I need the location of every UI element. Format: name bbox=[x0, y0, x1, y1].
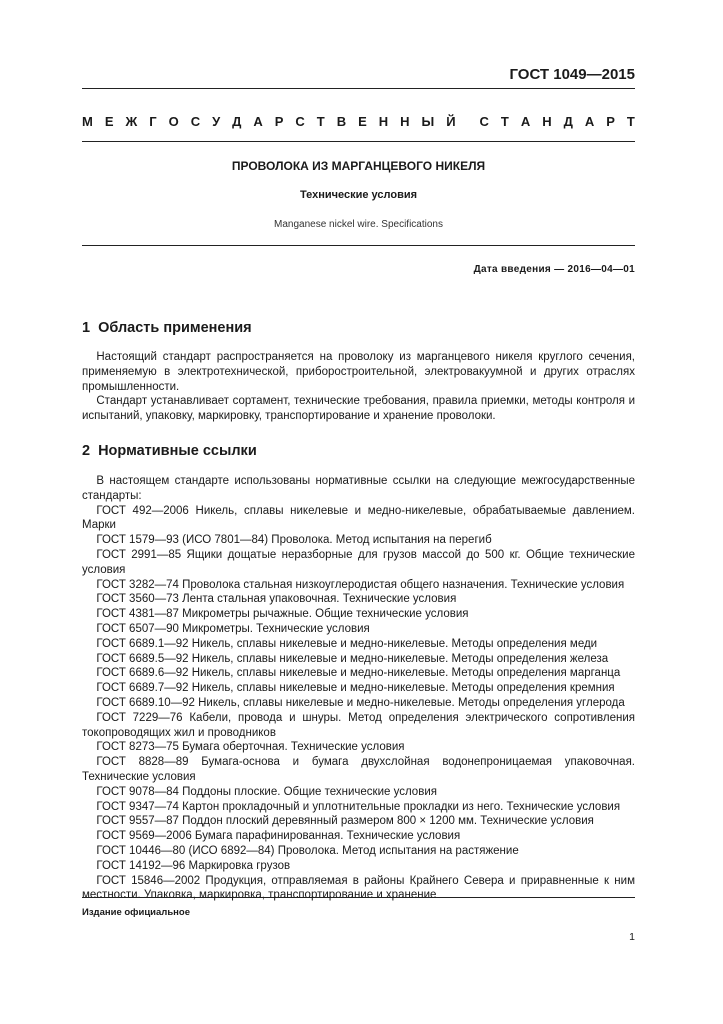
section-number: 2 bbox=[82, 443, 91, 459]
reference-item: ГОСТ 6689.1—92 Никель, сплавы никелевые и медно-никелевые. Методы определения меди bbox=[96, 637, 598, 650]
reference-item: ГОСТ 9569—2006 Бумага парафинированная. Технические условия bbox=[96, 830, 461, 843]
banner-letter: У bbox=[212, 114, 221, 129]
divider-line bbox=[82, 88, 635, 89]
banner-letter: Д bbox=[563, 114, 573, 129]
reference-item: ГОСТ 2991—85 Ящики дощатые неразборные для грузов массой до 500 кг. Общие технические условия bbox=[82, 548, 635, 576]
page-number: 1 bbox=[629, 931, 635, 943]
section-title: Нормативные ссылки bbox=[98, 443, 257, 459]
section-heading-scope bbox=[82, 320, 252, 336]
reference-item: ГОСТ 4381—87 Микрометры рычажные. Общие технические условия bbox=[96, 608, 469, 621]
banner-letter: Г bbox=[149, 114, 157, 129]
banner-letter: С bbox=[295, 114, 305, 129]
banner-letter: Ы bbox=[421, 114, 435, 129]
divider-line bbox=[82, 141, 635, 142]
banner-letter: Д bbox=[232, 114, 242, 129]
reference-item: ГОСТ 8273—75 Бумага оберточная. Технические условия bbox=[96, 741, 405, 754]
banner-letter: Н bbox=[378, 114, 389, 129]
banner-letter: Р bbox=[606, 114, 615, 129]
reference-item: ГОСТ 3560—73 Лента стальная упаковочная. Технические условия bbox=[96, 593, 457, 606]
reference-item: ГОСТ 9347—74 Картон прокладочный и уплотнительные прокладки из него. Технические условия bbox=[96, 800, 621, 813]
paragraph: Стандарт устанавливает сортамент, технические требования, правила приемки, методы контроля и испытаний, упаковку, маркировку, транспортирование и хранение проволоки. bbox=[82, 395, 635, 423]
banner-letter: Т bbox=[626, 114, 635, 129]
banner-letter: В bbox=[336, 114, 347, 129]
banner-letter: Й bbox=[446, 114, 456, 129]
banner-letter: Н bbox=[400, 114, 410, 129]
reference-item: ГОСТ 14192—96 Маркировка грузов bbox=[96, 859, 291, 872]
document-subtitle: Технические условия bbox=[299, 189, 418, 201]
effective-date: Дата введения — 2016—04—01 bbox=[473, 264, 635, 275]
reference-item: ГОСТ 10446—80 (ИСО 6892—84) Проволока. Метод испытания на растяжение bbox=[96, 844, 519, 857]
banner-letter: Р bbox=[274, 114, 284, 129]
banner-letter: Т bbox=[316, 114, 325, 129]
official-edition-label: Издание официальное bbox=[82, 907, 190, 918]
reference-item: ГОСТ 6689.5—92 Никель, сплавы никелевые и медно-никелевые. Методы определения железа bbox=[96, 652, 609, 665]
reference-item: ГОСТ 492—2006 Никель, сплавы никелевые и медно-никелевые, обрабатываемые давлением. Марки bbox=[82, 504, 635, 532]
divider-line bbox=[82, 245, 635, 246]
banner-letter: А bbox=[520, 114, 531, 129]
document-title: ПРОВОЛОКА ИЗ МАРГАНЦЕВОГО НИКЕЛЯ bbox=[231, 159, 486, 173]
reference-item: ГОСТ 6689.6—92 Никель, сплавы никелевые и медно-никелевые. Методы определения марганца bbox=[96, 667, 621, 680]
reference-item: ГОСТ 1579—93 (ИСО 7801—84) Проволока. Метод испытания на перегиб bbox=[96, 534, 492, 547]
section-body-references bbox=[82, 474, 635, 903]
section-title: Область применения bbox=[98, 320, 252, 336]
paragraph: Настоящий стандарт распространяется на проволоку из марганцевого никеля круглого сечения, применяемую в электротехнической, приборостроительной, электровакуумной и других отраслях промышленности. bbox=[82, 351, 635, 393]
reference-item: ГОСТ 9078—84 Поддоны плоские. Общие технические условия bbox=[96, 785, 437, 798]
section-body-scope bbox=[82, 350, 635, 424]
reference-item: ГОСТ 6689.7—92 Никель, сплавы никелевые и медно-никелевые. Методы определения кремния bbox=[96, 682, 615, 695]
banner-letter: М bbox=[82, 114, 93, 129]
reference-item: ГОСТ 6689.10—92 Никель, сплавы никелевые и медно-никелевые. Методы определения углерода bbox=[96, 696, 625, 709]
document-title-english: Manganese nickel wire. Specifications bbox=[274, 219, 443, 230]
section-number: 1 bbox=[82, 320, 91, 336]
banner-letter: Н bbox=[542, 114, 552, 129]
reference-item: ГОСТ 6507—90 Микрометры. Технические условия bbox=[96, 622, 370, 635]
doc-number: ГОСТ 1049—2015 bbox=[509, 66, 635, 83]
banner-letter: С bbox=[479, 114, 489, 129]
banner-letter: Е bbox=[358, 114, 367, 129]
banner-letter: А bbox=[253, 114, 263, 129]
reference-item: ГОСТ 3282—74 Проволока стальная низкоуглеродистая общего назначения. Технические условия bbox=[96, 578, 625, 591]
reference-item: ГОСТ 9557—87 Поддон плоский деревянный размером 800 × 1200 мм. Технические условия bbox=[96, 815, 594, 828]
banner-letter: О bbox=[168, 114, 179, 129]
reference-item: ГОСТ 7229—76 Кабели, провода и шнуры. Метод определения электрического сопротивления токопроводящих жил и проводников bbox=[82, 711, 635, 739]
banner-letter: Е bbox=[104, 114, 114, 129]
paragraph: В настоящем стандарте использованы нормативные ссылки на следующие межгосударственные стандарты: bbox=[82, 475, 635, 502]
banner-letter: С bbox=[190, 114, 201, 129]
banner-letter: А bbox=[584, 114, 595, 129]
divider-line bbox=[82, 897, 635, 898]
reference-item: ГОСТ 15846—2002 Продукция, отправляемая в районы Крайнего Севера и приравненные к ним местности. Упаковка, маркировка, транспортирование и хранение bbox=[82, 874, 635, 902]
banner-letter: Ж bbox=[125, 114, 138, 129]
standard-banner bbox=[82, 114, 635, 129]
section-heading-references bbox=[82, 443, 257, 459]
banner-letter: Т bbox=[500, 114, 509, 129]
reference-item: ГОСТ 8828—89 Бумага-основа и бумага двухслойная водонепроницаемая упаковочная. Технические условия bbox=[82, 756, 635, 783]
